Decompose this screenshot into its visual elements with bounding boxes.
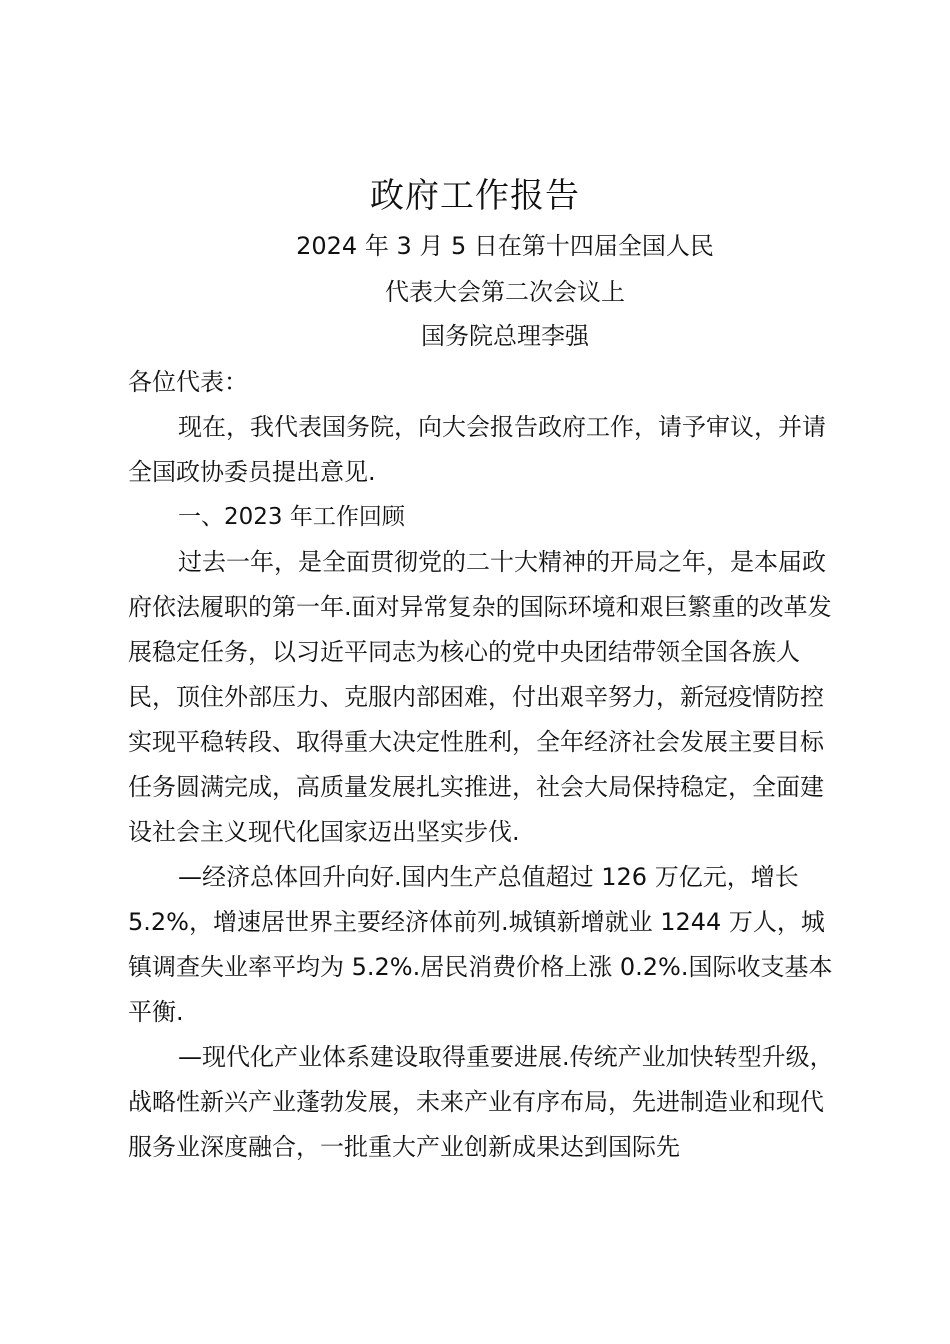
economy-paragraph: —经济总体回升向好.国内生产总值超过 126 万亿元，增长 5.2%，增速居世界主要经济体前列.城镇新增就业 1244 万人，城镇调查失业率平均为 5.2%.居民消费价格上涨 0.2%.国际收支基本平衡. [128, 863, 833, 1026]
intro-paragraph: 现在，我代表国务院，向大会报告政府工作，请予审议，并请全国政协委员提出意见. [128, 413, 826, 486]
review-paragraph: 过去一年，是全面贯彻党的二十大精神的开局之年，是本届政府依法履职的第一年.面对异常复杂的国际环境和艰巨繁重的改革发展稳定任务，以习近平同志为核心的党中央团结带领全国各族人民，顶住外部压力、克服内部困难，付出艰辛努力，新冠疫情防控实现平稳转段、取得重大决定性胜利，全年经济社会发展主要目标任务圆满完成，高质量发展扎实推进，社会大局保持稳定，全面建设社会主义现代化国家迈出坚实步伐. [128, 548, 832, 846]
document-title: 政府工作报告 [370, 176, 580, 216]
subtitle-meeting-line: 代表大会第二次会议上 [385, 278, 625, 306]
section-heading: 一、2023 年工作回顾 [178, 504, 405, 530]
salutation: 各位代表： [128, 368, 248, 396]
industry-paragraph: —现代化产业体系建设取得重要进展.传统产业加快转型升级，战略性新兴产业蓬勃发展，未来产业有序布局，先进制造业和现代服务业深度融合，一批重大产业创新成果达到国际先 [128, 1043, 834, 1161]
author-line: 国务院总理李强 [421, 322, 589, 350]
subtitle-date-line: 2024 年 3 月 5 日在第十四届全国人民 [296, 232, 714, 260]
report-body [128, 360, 838, 1170]
